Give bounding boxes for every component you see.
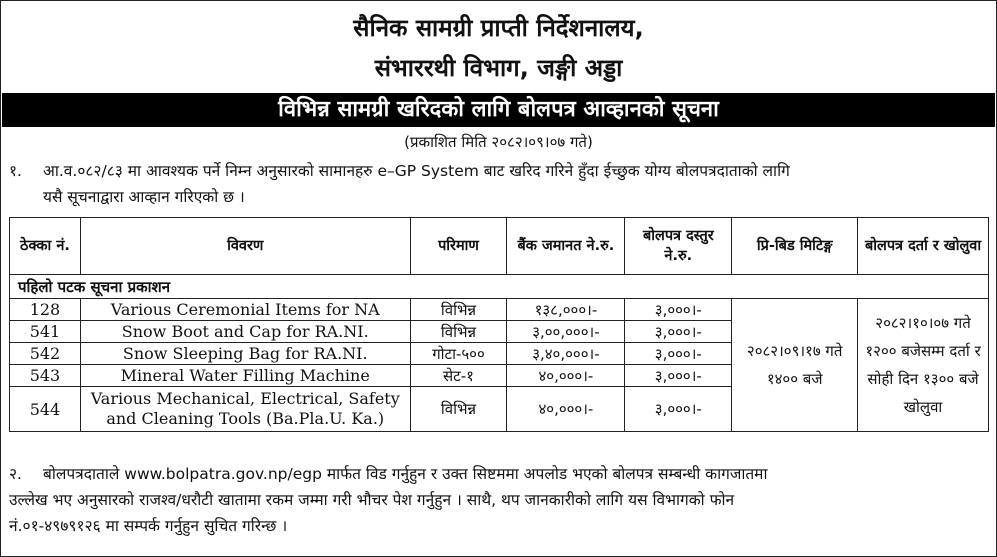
para-text-line: आ.व.०८२/८३ मा आवश्यक पर्ने निम्न अनुसारको सामानहरु e–GP System बाट खरिद गरिने हुँदा ईच्छुक योग्य बोलपत्रदाताको लागि — [43, 162, 790, 180]
table-header-row — [10, 218, 989, 275]
contract-no: 541 — [10, 321, 81, 343]
published-date: (प्रकाशित मिति २०८२।०९।०७ गते) — [404, 133, 593, 151]
para-number: १. — [9, 162, 22, 180]
section-label: पहिलो पटक सूचना प्रकाशन — [10, 275, 989, 299]
notice-title-banner: विभिन्न सामग्री खरिदको लागि बोलपत्र आव्हानको सूचना — [2, 93, 995, 127]
bid-fee: ३,०००।- — [625, 321, 732, 343]
col-header-bank-guarantee: बैंक जमानत ने.रु. — [507, 218, 625, 275]
contract-no: 543 — [10, 365, 81, 387]
paragraph-1 — [9, 158, 989, 210]
para-text-line: उल्लेख भए अनुसारको राजश्व/धरौटी खातामा रकम जम्मा गरी भौचर पेश गर्नुहुन । साथै, थप जानकारीको लागि यस विभागको फोन — [9, 491, 735, 509]
department-name: संभाररथी विभाग, जङ्गी अड्डा — [374, 54, 623, 82]
paragraph-2 — [9, 461, 989, 539]
bid-fee: ३,०००।- — [625, 343, 732, 365]
item-description: Snow Boot and Cap for RA.NI. — [80, 321, 410, 343]
item-description: Various Mechanical, Electrical, Safety and Cleaning Tools (Ba.Pla.U. Ka.) — [80, 387, 410, 432]
item-description: Various Ceremonial Items for NA — [80, 299, 410, 321]
bank-guarantee: ३,००,०००।- — [507, 321, 625, 343]
bank-guarantee: १३८,०००।- — [507, 299, 625, 321]
item-quantity: विभिन्न — [410, 299, 507, 321]
col-header-registration: बोलपत्र दर्ता र खोलुवा — [858, 218, 989, 275]
section-row — [10, 275, 989, 299]
item-quantity: विभिन्न — [410, 321, 507, 343]
bid-fee: ३,०००।- — [625, 365, 732, 387]
bank-guarantee: ३,४०,०००।- — [507, 343, 625, 365]
bid-fee: ३,०००।- — [625, 299, 732, 321]
item-description: Snow Sleeping Bag for RA.NI. — [80, 343, 410, 365]
bank-guarantee: ४०,०००।- — [507, 387, 625, 432]
tender-table — [9, 217, 989, 432]
registration-opening: २०८२।१०।०७ गते १२०० बजेसम्म दर्ता र सोही दिन १३०० बजे खोलुवा — [858, 299, 989, 432]
contract-no: 544 — [10, 387, 81, 432]
item-quantity: गोटा-५०० — [410, 343, 507, 365]
para-text-line: नं.०१-४९७९१२६ मा सम्पर्क गर्नुहुन सुचित गरिन्छ । — [9, 517, 288, 535]
bid-fee: ३,०००।- — [625, 387, 732, 432]
bank-guarantee: ४०,०००।- — [507, 365, 625, 387]
contract-no: 542 — [10, 343, 81, 365]
col-header-prebid: प्रि-बिड मिटिङ्ग — [732, 218, 858, 275]
prebid-meeting: २०८२।०९।१७ गते १४०० बजे — [732, 299, 858, 432]
para-text-line: बोलपत्रदाताले www.bolpatra.gov.np/egp मार्फत विड गर्नुहुन र उक्त सिष्टममा अपलोड भएको बोलपत्र सम्बन्धी कागजातमा — [43, 465, 768, 483]
col-header-quantity: परिमाण — [410, 218, 507, 275]
item-quantity: सेट-१ — [410, 365, 507, 387]
item-description: Mineral Water Filling Machine — [80, 365, 410, 387]
item-quantity: विभिन्न — [410, 387, 507, 432]
col-header-bid-fee: बोलपत्र दस्तुर ने.रु. — [625, 218, 732, 275]
org-name: सैनिक सामग्री प्राप्ती निर्देशनालय, — [353, 14, 644, 42]
contract-no: 128 — [10, 299, 81, 321]
col-header-description: विवरण — [80, 218, 410, 275]
col-header-contract-no: ठेक्का नं. — [10, 218, 81, 275]
table-row — [10, 299, 989, 321]
para-text-line: यसै सूचनाद्वारा आव्हान गरिएको छ । — [43, 188, 245, 206]
para-number: २. — [9, 465, 22, 483]
